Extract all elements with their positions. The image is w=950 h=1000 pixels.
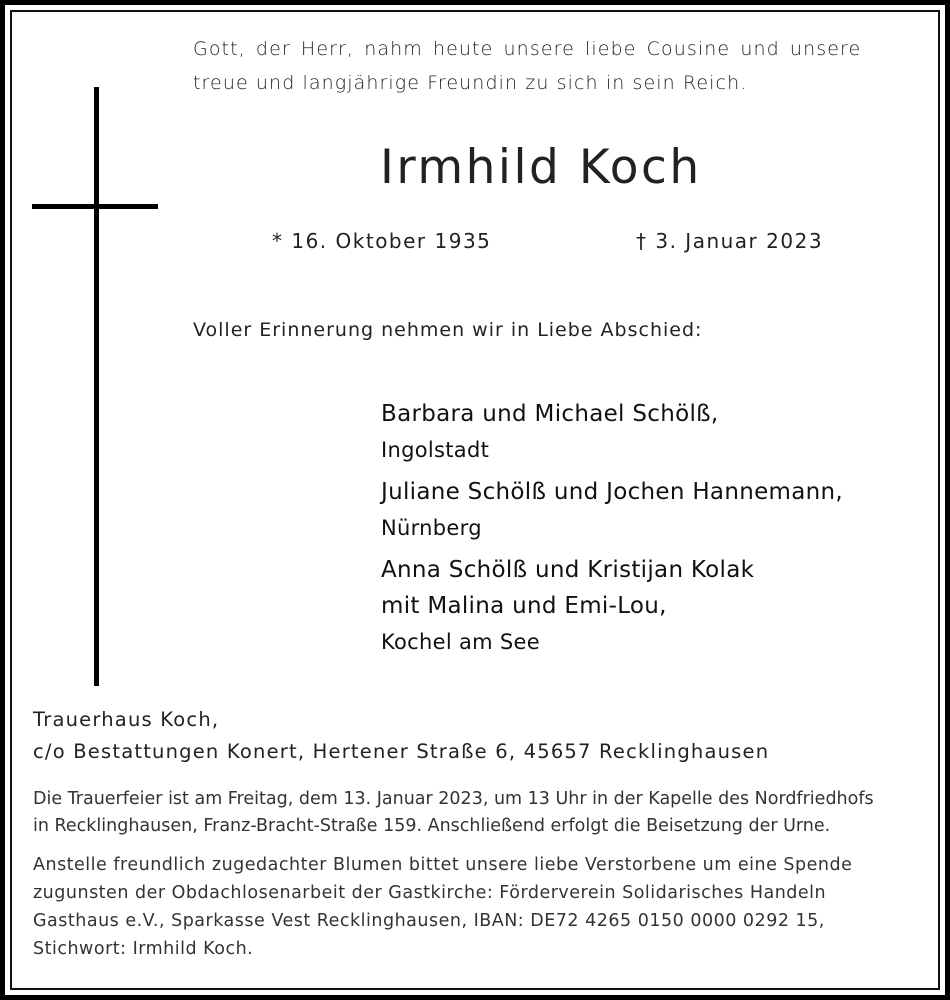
- mourner-group: [381, 474, 843, 546]
- ceremony-line: in Recklinghausen, Franz-Bracht-Straße 159. Anschließend erfolgt die Beisetzung der Urne.: [33, 816, 831, 836]
- farewell-text: Voller Erinnerung nehmen wir in Liebe Abschied:: [193, 319, 703, 341]
- ceremony-info: [33, 786, 874, 840]
- cross-vertical-beam: [94, 87, 99, 686]
- donation-line: Anstelle freundlich zugedachter Blumen bittet unsere liebe Verstorbene um eine Spende: [33, 855, 853, 875]
- ceremony-line: Die Trauerfeier ist am Freitag, dem 13. Januar 2023, um 13 Uhr in der Kapelle des Nordfriedhofs: [33, 789, 874, 809]
- mourner-city: Kochel am See: [381, 630, 540, 654]
- mourners-list: [381, 396, 843, 666]
- deceased-name: Irmhild Koch: [380, 140, 702, 195]
- birth-date: * 16. Oktober 1935: [272, 229, 492, 253]
- donation-line: Gasthaus e.V., Sparkasse Vest Recklinghausen, IBAN: DE72 4265 0150 0000 0292 15,: [33, 911, 825, 931]
- donation-line: Stichwort: Irmhild Koch.: [33, 939, 254, 959]
- death-date: † 3. Januar 2023: [636, 229, 824, 253]
- intro-line: Gott, der Herr, nahm heute unsere liebe Cousine und unsere: [193, 38, 862, 60]
- intro-text: [193, 32, 861, 100]
- contact-address: [33, 704, 769, 768]
- mourner-names: Juliane Schölß und Jochen Hannemann,: [381, 479, 843, 505]
- contact-line: c/o Bestattungen Konert, Hertener Straße 6, 45657 Recklinghausen: [33, 740, 770, 763]
- mourner-group: [381, 396, 843, 468]
- intro-line: treue und langjährige Freundin zu sich in sein Reich.: [193, 72, 748, 94]
- mourner-names: Anna Schölß und Kristijan Kolak: [381, 557, 755, 583]
- mourner-group: [381, 552, 843, 660]
- mourner-names: mit Malina und Emi-Lou,: [381, 593, 667, 619]
- cross-horizontal-beam: [32, 204, 158, 209]
- mourner-names: Barbara und Michael Schölß,: [381, 401, 719, 427]
- mourner-city: Ingolstadt: [381, 438, 490, 462]
- donation-info: [33, 851, 852, 963]
- mourner-city: Nürnberg: [381, 516, 482, 540]
- contact-line: Trauerhaus Koch,: [33, 708, 220, 731]
- donation-line: zugunsten der Obdachlosenarbeit der Gastkirche: Förderverein Solidarisches Handeln: [33, 883, 827, 903]
